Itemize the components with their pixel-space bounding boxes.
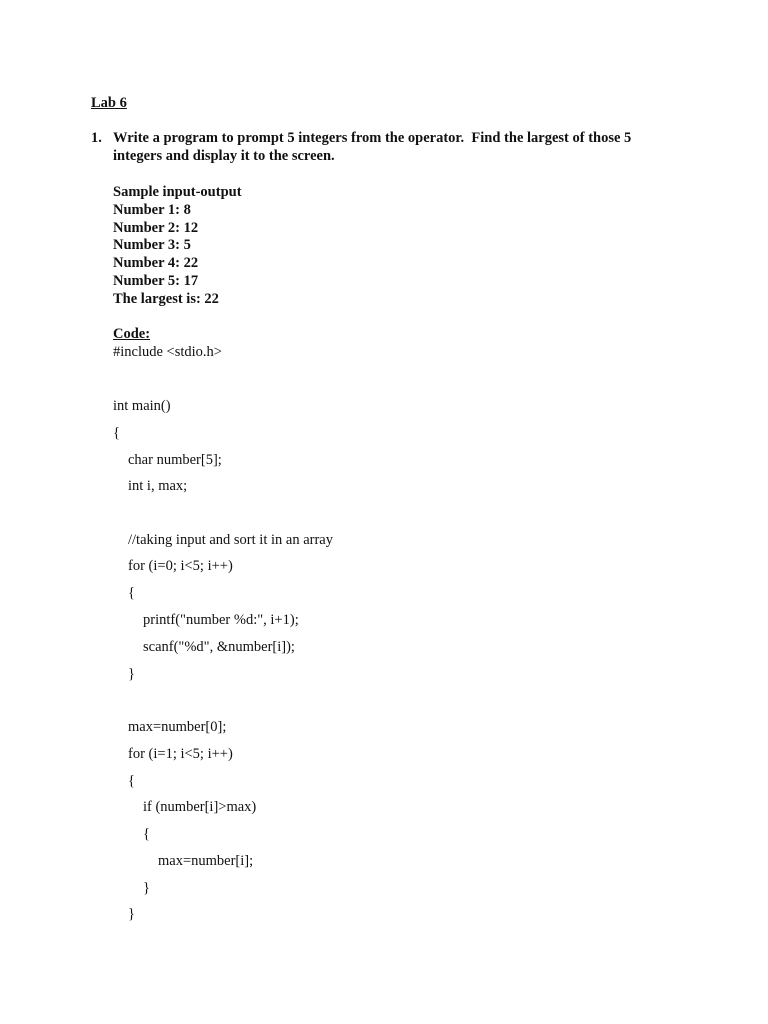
question-text-line-1: Write a program to prompt 5 integers from the operator. Find the largest of those 5 <box>113 130 632 146</box>
code-line: scanf("%d", &number[i]); <box>143 639 295 655</box>
question-text-line-2: integers and display it to the screen. <box>113 148 335 164</box>
lab-title: Lab 6 <box>91 95 127 111</box>
code-line: int main() <box>113 398 171 414</box>
sample-line: Number 3: 5 <box>113 237 191 253</box>
code-line: { <box>143 826 150 842</box>
code-line: { <box>113 425 120 441</box>
code-line: #include <stdio.h> <box>113 344 222 360</box>
code-comment: //taking input and sort it in an array <box>128 532 333 548</box>
code-line: } <box>143 880 150 896</box>
code-line: printf("number %d:", i+1); <box>143 612 299 628</box>
code-line: for (i=0; i<5; i++) <box>128 558 233 574</box>
code-line: max=number[0]; <box>128 719 227 735</box>
sample-line: Number 5: 17 <box>113 273 199 289</box>
code-line: char number[5]; <box>128 452 222 468</box>
code-heading: Code: <box>113 326 151 342</box>
code-line: { <box>128 585 135 601</box>
sample-line: Number 4: 22 <box>113 255 199 271</box>
code-line: } <box>128 906 135 922</box>
sample-line: Number 2: 12 <box>113 220 199 236</box>
code-line: max=number[i]; <box>158 853 254 869</box>
sample-result: The largest is: 22 <box>113 291 219 307</box>
sample-line: Number 1: 8 <box>113 202 191 218</box>
sample-heading: Sample input-output <box>113 184 242 200</box>
code-line: { <box>128 773 135 789</box>
code-line: if (number[i]>max) <box>143 799 257 815</box>
code-line: for (i=1; i<5; i++) <box>128 746 233 762</box>
code-line: int i, max; <box>128 478 188 494</box>
code-line: } <box>128 666 135 682</box>
question-number: 1. <box>91 130 102 146</box>
